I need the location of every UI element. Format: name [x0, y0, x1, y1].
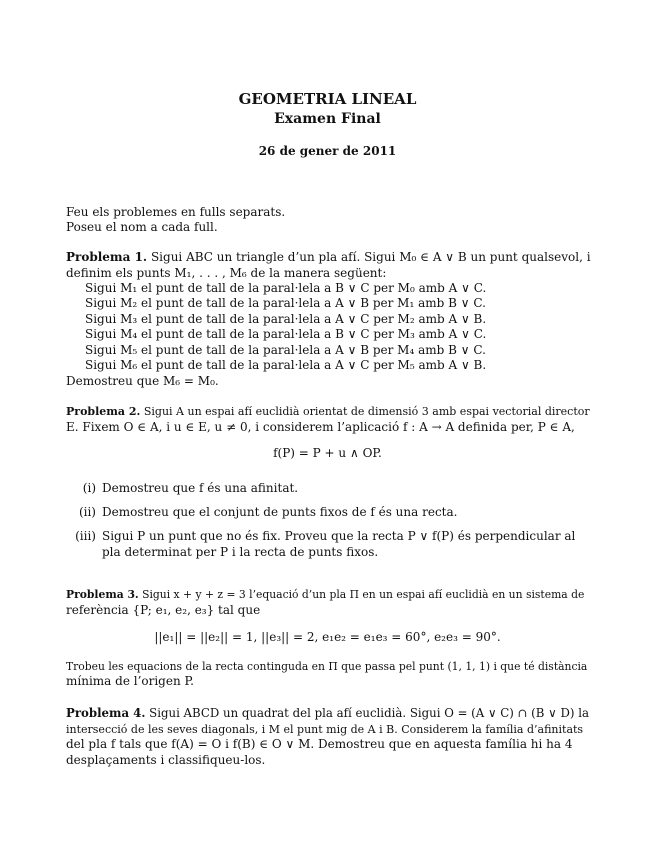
problem2-label: Problema 2. — [66, 405, 141, 418]
problem4-line1 — [66, 706, 589, 721]
problem2-intro-text: Sigui A un espai afí euclidià orientat de dimensió 3 amb espai vectorial director — [143, 405, 590, 418]
problem4-line4: desplaçaments i classifiqueu-los. — [66, 753, 266, 767]
problem1-intro-line1 — [66, 250, 591, 265]
problem1-step-3: Sigui M₃ el punt de tall de la paral·lela a A ∨ C per M₂ amb A ∨ B. — [85, 312, 487, 326]
problem1-step-1: Sigui M₁ el punt de tall de la paral·lela a B ∨ C per M₀ amb A ∨ C. — [85, 281, 487, 295]
problem2-item-1-label: (i) — [82, 481, 96, 495]
problem2-intro-line2: E. Fixem O ∈ A, i u ∈ E, u ≠ 0, i considerem l’aplicació f : A → A definida per, P ∈ A, — [66, 420, 575, 434]
problem1-step-2: Sigui M₂ el punt de tall de la paral·lela a A ∨ B per M₁ amb B ∨ C. — [85, 296, 486, 310]
problem2-item-3-label: (iii) — [75, 529, 96, 543]
instruction-line-1: Feu els problemes en fulls separats. — [66, 205, 286, 219]
problem2-formula: f(P) = P + u ∧ OP. — [273, 446, 382, 460]
instruction-line-2: Poseu el nom a cada full. — [66, 220, 218, 234]
problem3-intro-line1 — [66, 587, 584, 602]
problem1-step-5: Sigui M₅ el punt de tall de la paral·lela a A ∨ B per M₄ amb B ∨ C. — [85, 343, 486, 357]
exam-title: GEOMETRIA LINEAL — [238, 90, 417, 108]
problem3-conclusion-line1: Trobeu les equacions de la recta continguda en Π que passa pel punt (1, 1, 1) i que té distància — [66, 660, 588, 673]
problem3-label: Problema 3. — [66, 588, 139, 601]
problem2-item-1-text: Demostreu que f és una afinitat. — [102, 481, 299, 495]
problem1-step-6: Sigui M₆ el punt de tall de la paral·lela a A ∨ C per M₅ amb A ∨ B. — [85, 358, 487, 372]
problem2-item-2-text: Demostreu que el conjunt de punts fixos de f és una recta. — [102, 505, 458, 519]
problem1-step-4: Sigui M₄ el punt de tall de la paral·lela a B ∨ C per M₃ amb A ∨ C. — [85, 327, 487, 341]
problem1-intro-line2: definim els punts M₁, . . . , M₆ de la manera següent: — [66, 266, 387, 280]
exam-date: 26 de gener de 2011 — [258, 144, 397, 158]
problem2-item-2-label: (ii) — [78, 505, 96, 519]
problem1-conclusion: Demostreu que M₆ = M₀. — [66, 374, 219, 388]
problem2-intro-line1 — [66, 404, 590, 419]
problem1-label: Problema 1. — [66, 250, 148, 264]
problem4-line2: intersecció de les seves diagonals, i M el punt mig de A i B. Considerem la família d’afinitats — [66, 723, 584, 736]
problem3-conclusion-line2: mínima de l’origen P. — [66, 674, 194, 688]
problem3-intro-text: Sigui x + y + z = 3 l’equació d’un pla Π en un espai afí euclidià en un sistema de — [142, 588, 585, 601]
problem4-label: Problema 4. — [66, 706, 146, 720]
problem4-line1-text: Sigui ABCD un quadrat del pla afí euclidià. Sigui O = (A ∨ C) ∩ (B ∨ D) la — [149, 706, 589, 720]
problem1-intro-text: Sigui ABC un triangle d’un pla afí. Sigui M₀ ∈ A ∨ B un punt qualsevol, i — [150, 250, 591, 264]
problem2-item-3-text: Sigui P un punt que no és fix. Proveu que la recta P ∨ f(P) és perpendicular al pla determinat per P i la recta de punts fixos. — [102, 529, 576, 559]
problem3-intro-line2: referència {P; e₁, e₂, e₃} tal que — [66, 603, 261, 617]
problem3-formula: ||e₁|| = ||e₂|| = 1, ||e₃|| = 2, e₁e₂ = e₁e₃ = 60°, e₂e₃ = 90°. — [154, 630, 501, 644]
problem4-line3: del pla f tals que f(A) = O i f(B) ∈ O ∨ M. Demostreu que en aquesta família hi ha 4 — [66, 737, 573, 751]
exam-subtitle: Examen Final — [274, 111, 381, 127]
